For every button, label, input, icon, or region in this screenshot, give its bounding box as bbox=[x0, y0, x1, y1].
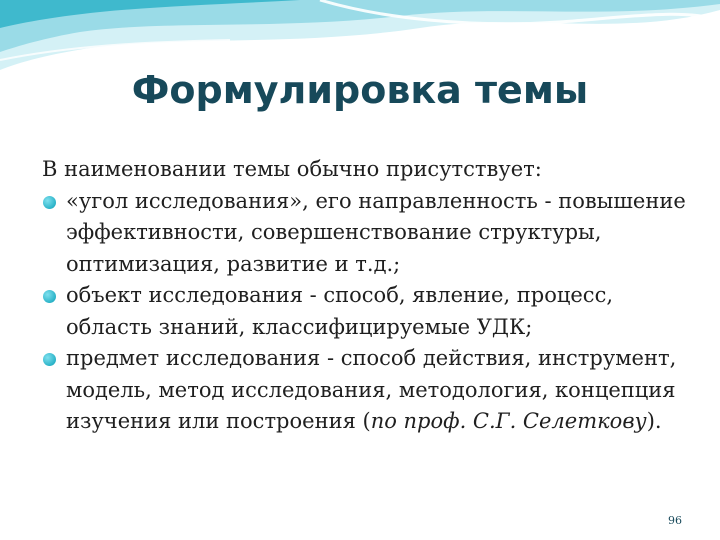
bullet-text: предмет исследования - способ действия, инструмент, модель, метод исследования, методология, концепция изучения или построения ( bbox=[66, 346, 677, 433]
slide-content bbox=[42, 154, 692, 438]
bullet-text: «угол исследования», его направленность - повышение эффективности, совершенствование структуры, оптимизация, развитие и т.д.; bbox=[66, 188, 686, 276]
bullet-item-angle bbox=[42, 186, 692, 281]
bullet-text-end: ). bbox=[646, 409, 662, 433]
bullet-item-subject bbox=[42, 343, 692, 438]
bullet-icon bbox=[43, 196, 56, 209]
bullet-text: объект исследования - способ, явление, процесс, область знаний, классифицируемые УДК; bbox=[66, 283, 614, 339]
bullet-list bbox=[42, 186, 692, 438]
page-number: 96 bbox=[668, 514, 682, 527]
bullet-item-object bbox=[42, 280, 692, 343]
slide-title: Формулировка темы bbox=[131, 68, 589, 112]
bullet-icon bbox=[43, 353, 56, 366]
bullet-icon bbox=[43, 290, 56, 303]
citation-text: по проф. С.Г. Селеткову bbox=[370, 409, 647, 433]
intro-text: В наименовании темы обычно присутствует: bbox=[42, 157, 542, 181]
